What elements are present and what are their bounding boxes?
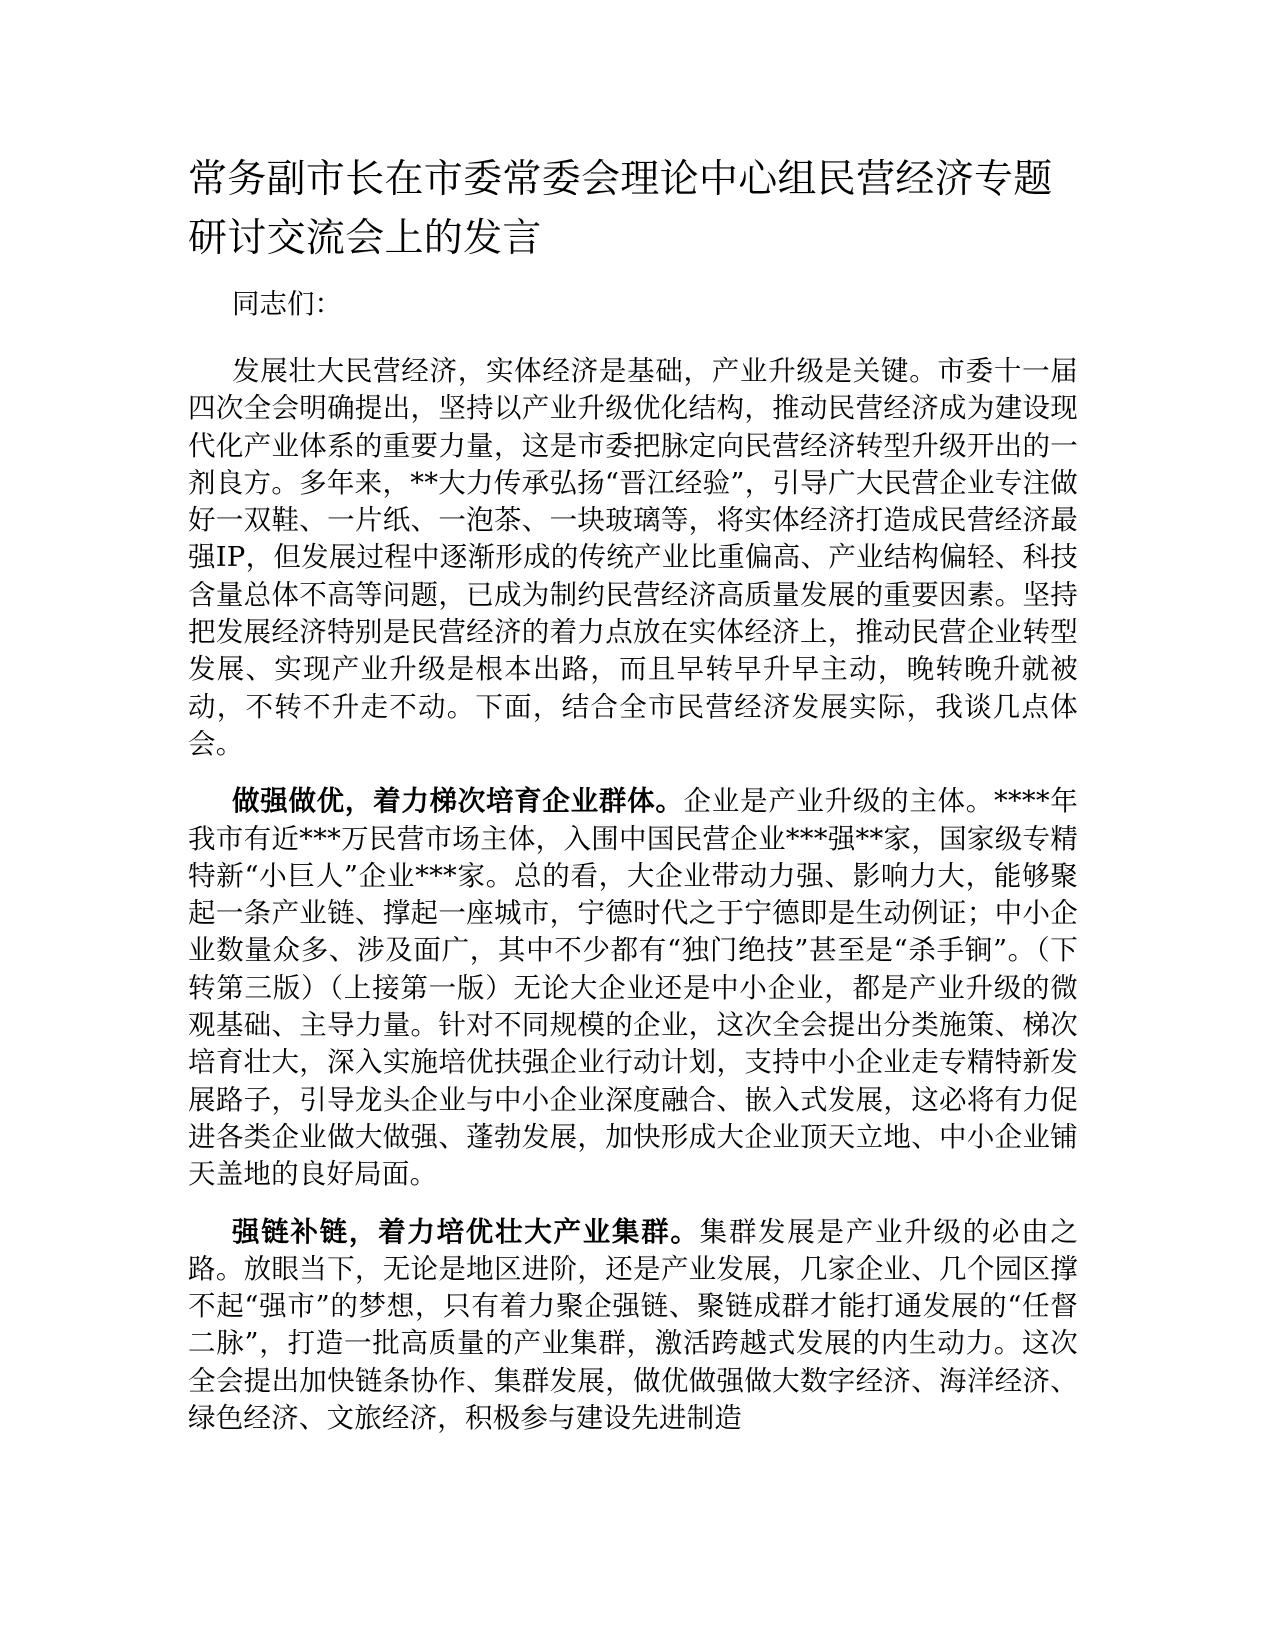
paragraph-text: 发展壮大民营经济，实体经济是基础，产业升级是关键。市委十一届四次全会明确提出，坚持以产业升级优化结构，推动民营经济成为建设现代化产业体系的重要力量，这是市委把脉定向民营经济转型升级开出的一剂良方。多年来，**大力传承弘扬“晋江经验”，引导广大民营企业专注做好一双鞋、一片纸、一泡茶、一块玻璃等，将实体经济打造成民营经济最强IP，但发展过程中逐渐形成的传统产业比重偏高、产业结构偏轻、科技含量总体不高等问题，已成为制约民营经济高质量发展的重要因素。坚持把发展经济特别是民营经济的着力点放在实体经济上，推动民营企业转型发展、实现产业升级是根本出路，而且早转早升早主动，晚转晚升就被动，不转不升走不动。下面，结合全市民营经济发展实际，我谈几点体会。 bbox=[188, 355, 1078, 760]
paragraph-industry-clusters bbox=[188, 1214, 1078, 1438]
paragraph-enterprise-groups bbox=[188, 783, 1078, 1193]
paragraph-intro bbox=[188, 353, 1078, 763]
paragraph-text: 企业是产业升级的主体。****年我市有近***万民营市场主体，入围中国民营企业***强**家，国家级专精特新“小巨人”企业***家。总的看，大企业带动力强、影响力大，能够聚起一条产业链、撑起一座城市，宁德时代之于宁德即是生动例证；中小企业数量众多、涉及面广，其中不少都有“独门绝技”甚至是“杀手锏”。（下转第三版）（上接第一版）无论大企业还是中小企业，都是产业升级的微观基础、主导力量。针对不同规模的企业，这次全会提出分类施策、梯次培育壮大，深入实施培优扶强企业行动计划，支持中小企业走专精特新发展路子，引导龙头企业与中小企业深度融合、嵌入式发展，这必将有力促进各类企业做大做强、蓬勃发展，加快形成大企业顶天立地、中小企业铺天盖地的良好局面。 bbox=[188, 785, 1079, 1191]
greeting: 同志们： bbox=[232, 288, 342, 320]
paragraph-heading: 强链补链，着力培优壮大产业集群。 bbox=[232, 1215, 700, 1248]
document-page bbox=[188, 150, 1078, 1457]
document-title: 常务副市长在市委常委会理论中心组民营经济专题研讨交流会上的发言 bbox=[188, 157, 1053, 261]
paragraph-text: 集群发展是产业升级的必由之路。放眼当下，无论是地区进阶，还是产业发展，几家企业、几个园区撑不起“强市”的梦想，只有着力聚企强链、聚链成群才能打通发展的“任督二脉”，打造一批高质量的产业集群，激活跨越式发展的内生动力。这次全会提出加快链条协作、集群发展，做优做强做大数字经济、海洋经济、绿色经济、文旅经济，积极参与建设先进制造 bbox=[188, 1215, 1078, 1435]
paragraph-heading: 做强做优，着力梯次培育企业群体。 bbox=[232, 785, 684, 818]
